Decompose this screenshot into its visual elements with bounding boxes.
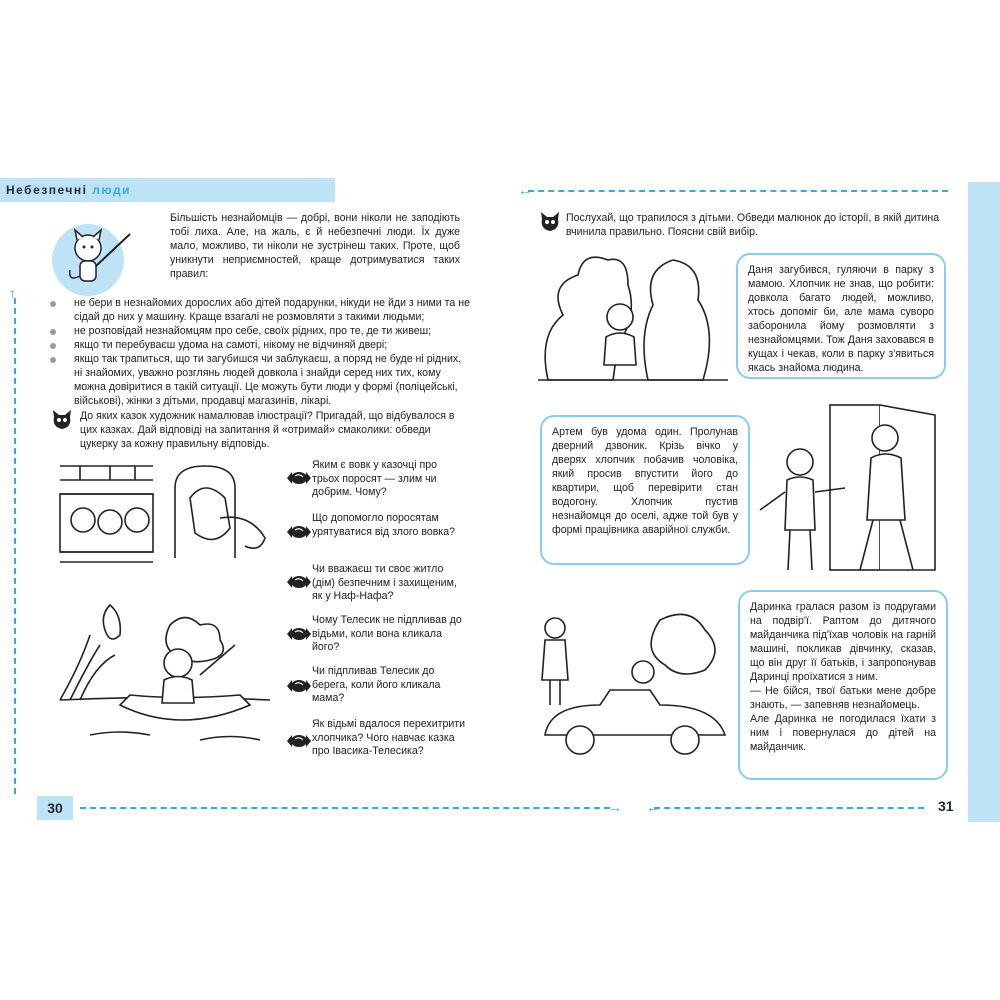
candy-icon[interactable] xyxy=(286,468,312,488)
page-number-right: 31 xyxy=(938,798,954,814)
arrow-right-icon: → xyxy=(608,799,622,815)
arrow-left-icon: ← xyxy=(518,182,532,198)
right-edge-band xyxy=(968,182,1000,822)
candy-icon[interactable] xyxy=(286,731,312,751)
fairy-tale-task: До яких казок художник намалював ілюстрації? Пригадай, що відбувалося в цих казках. Дай відповіді на запитання й «отримай» смаколики: обведи цукерку за кожну правильну відповідь. xyxy=(80,410,455,450)
rule-item: якщо ти перебуваєш удома на самоті, нікому не відчиняй двері; xyxy=(50,338,470,352)
rules-list xyxy=(50,296,470,408)
candy-icon[interactable] xyxy=(286,572,312,592)
left-bottom-dashed-line xyxy=(80,807,610,809)
question-item: Що допомогло поросятам урятуватися від злого вовка? xyxy=(312,512,456,538)
question-item: Чи вважаєш ти своє житло (дім) безпечним і захищеним, як у Наф-Нафа? xyxy=(312,563,457,602)
candy-icon[interactable] xyxy=(286,676,312,696)
rule-item: не бери в незнайомих дорослих або дітей подарунки, нікуди не йди з ними та не сідай до них у машину. Краще взагалі не розмовляти з такими людьми; xyxy=(50,296,470,324)
right-bottom-dashed-line xyxy=(654,807,924,809)
car-stranger-illustration xyxy=(540,610,735,770)
arrow-up-icon: ↑ xyxy=(9,285,16,301)
boy-in-bushes-illustration xyxy=(538,245,728,385)
question-item: Яким є вовк у казочці про трьох поросят — злим чи добрим. Чому? xyxy=(312,459,438,498)
question-item: Чи підпливав Телесик до берега, коли його кликала мама? xyxy=(312,665,441,704)
door-stranger-illustration xyxy=(755,400,945,580)
left-dashed-line xyxy=(14,298,16,794)
cat-head-icon xyxy=(538,211,562,233)
section-title: Небезпечні люди xyxy=(6,183,131,197)
rule-item: якщо так трапиться, що ти загубишся чи заблукаєш, а поряд не буде ні рідних, ні знайомих, уважно розглянь людей довкола і знайди серед них тих, кому можна довіритися в такій ситуації. Це можуть бути люди у формі (поліцейські, військові), жінки з дітьми, продавці магазинів, лікарі. xyxy=(50,352,470,408)
cat-head-icon xyxy=(50,409,74,431)
story-task: Послухай, що трапилося з дітьми. Обведи малюнок до історії, в якій дитина вчинила правильно. Поясни свій вибір. xyxy=(566,212,940,238)
arrow-left-icon: ← xyxy=(646,799,660,815)
question-item: Як відьмі вдалося перехитрити хлопчика? Чого навчає казка про Івасика-Телесика? xyxy=(312,718,466,757)
story-bubble-2: Артем був удома один. Пролунав дверний дзвоник. Крізь вічко у дверях хлопчик побачив чоловіка, який просив впустити його до квартири, щоб перевірити стан водогону. Хлопчик пустив незнайомця до оселі, адже той був у формі працівника аварійної служби. xyxy=(540,415,750,565)
cat-teacher-icon xyxy=(50,220,140,298)
right-top-dashed-line xyxy=(528,190,948,192)
rule-item: не розповідай незнайомцям про себе, своїх рідних, про те, де ти живеш; xyxy=(50,324,470,338)
telesyk-boat-illustration xyxy=(60,605,280,755)
three-pigs-illustration xyxy=(55,458,280,568)
story-bubble-3 xyxy=(738,590,948,780)
page-number-left: 30 xyxy=(37,796,73,820)
story-bubble-1: Даня загубився, гуляючи в парку з мамою. Хлопчик не знав, що робити: довкола багато людей, можливо, хтось допоміг би, але мама суворо заборонила йому розмовляти з незнайомцями. Тож Даня заховався в кущах і чекав, коли в парку з'явиться якась знайома людина. xyxy=(736,253,946,379)
candy-icon[interactable] xyxy=(286,522,312,542)
candy-icon[interactable] xyxy=(286,624,312,644)
question-item: Чому Телесик не підпливав до відьми, коли вона кликала його? xyxy=(312,614,462,653)
intro-paragraph: Більшість незнайомців — добрі, вони ніколи не заподіють тобі лиха. Але, на жаль, є й небезпечні люди. Їх дуже мало, можливо, ти ніколи не зустрінеш таких. Проте, щоб уникнути неприємностей, краще дотримуватися таких правил: xyxy=(170,212,460,280)
story-text-3: Даринка гралася разом із подругами на подвір'ї. Раптом до дитячого майданчика під'їхав чоловік на гарній машині, покликав дівчинку, сказав, що він друг її батьків, і запропонував Даринці проїхатися з ним. — Не бійся, твої батьки мене добре знають, — запевняв незнайомець. Але Даринка не погодилася їхати з ним і повернулася до дітей на майданчик. xyxy=(750,601,936,753)
